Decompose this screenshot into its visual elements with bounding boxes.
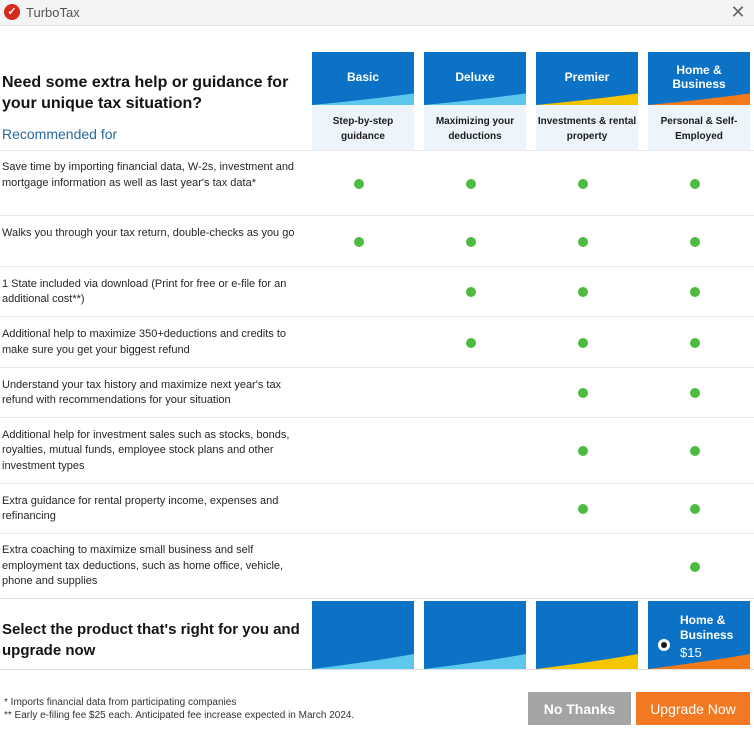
feature-description: Walks you through your tax return, double-checks as you go: [2, 227, 295, 239]
plan-column-1: [424, 52, 526, 150]
included-check-icon: [690, 388, 700, 398]
feature-row: [0, 215, 754, 266]
included-check-icon: [354, 237, 364, 247]
plan-column-0: [312, 52, 414, 150]
feature-row: [0, 316, 754, 367]
plan-subtitle: Maximizing your deductions: [435, 116, 515, 142]
turbotax-logo-icon: ✓: [4, 4, 20, 20]
feature-description: Save time by importing financial data, W-2s, investment and mortgage information as well as last year's tax data*: [2, 161, 295, 189]
feature-row: [0, 150, 754, 215]
plan-radio-selected[interactable]: [658, 639, 670, 651]
plan-subtitle: Personal & Self-Employed: [660, 116, 738, 142]
footnote-efile: ** Early e-filing fee $25 each. Anticipated fee increase expected in March 2024.: [4, 710, 355, 721]
included-check-icon: [466, 179, 476, 189]
title-bar: [0, 0, 754, 26]
select-product-prompt: Select the product that's right for you and upgrade now: [2, 621, 300, 659]
included-check-icon: [690, 504, 700, 514]
plan-header-card: [536, 52, 638, 105]
feature-description: Extra guidance for rental property income, expenses and refinancing: [2, 494, 279, 522]
included-check-icon: [578, 446, 588, 456]
no-thanks-button[interactable]: No Thanks: [528, 692, 631, 725]
plan-subtitle: Investments & rental property: [537, 116, 637, 142]
included-check-icon: [578, 179, 588, 189]
plan-column-2: [536, 52, 638, 150]
footnote-imports: * Imports financial data from participating companies: [4, 697, 237, 708]
select-plan-card-0[interactable]: [312, 601, 414, 669]
included-check-icon: [466, 237, 476, 247]
select-plan-card-3[interactable]: [648, 601, 750, 669]
select-plan-card-1[interactable]: [424, 601, 526, 669]
recommended-for-label: Recommended for: [2, 126, 118, 142]
included-check-icon: [690, 446, 700, 456]
product-selection-row: [0, 598, 754, 670]
plan-column-3: [648, 52, 750, 150]
plan-header-card: [312, 52, 414, 105]
feature-row: [0, 483, 754, 533]
included-check-icon: [690, 287, 700, 297]
selected-plan-price: $15: [680, 645, 702, 660]
feature-description: Additional help to maximize 350+deductions and credits to make sure you get your biggest refund: [2, 328, 287, 356]
feature-row: [0, 367, 754, 417]
included-check-icon: [354, 179, 364, 189]
included-check-icon: [690, 179, 700, 189]
included-check-icon: [690, 338, 700, 348]
included-check-icon: [578, 388, 588, 398]
select-plan-card-2[interactable]: [536, 601, 638, 669]
included-check-icon: [578, 287, 588, 297]
plan-subtitle: Step-by-step guidance: [332, 116, 394, 142]
plan-name: Home & Business: [672, 62, 726, 91]
included-check-icon: [578, 504, 588, 514]
feature-description: 1 State included via download (Print for free or e-file for an additional cost**): [2, 277, 287, 305]
included-check-icon: [690, 237, 700, 247]
included-check-icon: [578, 338, 588, 348]
included-check-icon: [578, 237, 588, 247]
page-headline: Need some extra help or guidance for your unique tax situation?: [2, 74, 289, 112]
plan-header-card: [424, 52, 526, 105]
plan-header-card: [648, 52, 750, 105]
close-button[interactable]: ✕: [730, 2, 746, 22]
included-check-icon: [466, 287, 476, 297]
feature-row: [0, 533, 754, 598]
feature-row: [0, 266, 754, 316]
included-check-icon: [690, 562, 700, 572]
feature-row: [0, 417, 754, 483]
plan-name: Basic: [346, 69, 380, 84]
plan-name: Premier: [564, 69, 610, 84]
feature-description: Additional help for investment sales such as stocks, bonds, royalties, mutual funds, employee stock plans and other investment types: [2, 428, 290, 472]
feature-description: Understand your tax history and maximize next year's tax refund with recommendations for your situation: [2, 378, 282, 406]
window-title: TurboTax: [26, 5, 80, 20]
selected-plan-name: Home & Business: [680, 613, 734, 642]
upgrade-now-button[interactable]: Upgrade Now: [636, 692, 750, 725]
plan-name: Deluxe: [455, 69, 495, 84]
included-check-icon: [466, 338, 476, 348]
feature-description: Extra coaching to maximize small business and self employment tax deductions, such as home office, vehicle, phone and supplies: [2, 544, 284, 588]
